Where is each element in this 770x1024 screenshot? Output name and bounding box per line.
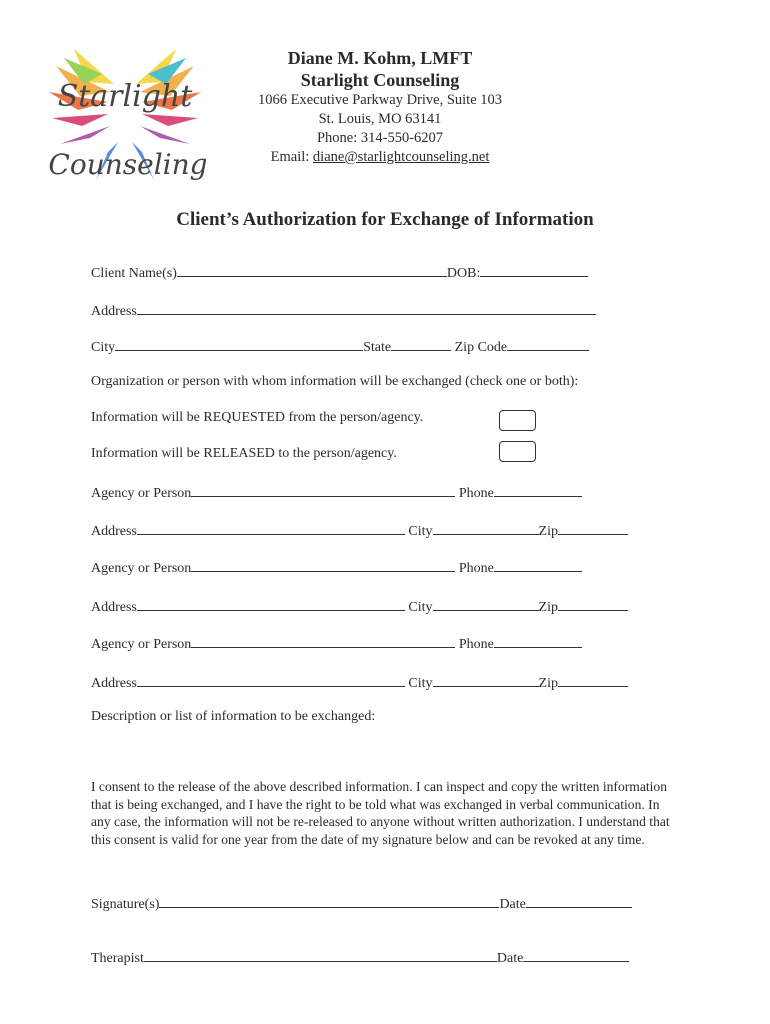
requested-option-label: Information will be REQUESTED from the person/agency. [91, 410, 424, 425]
header-email-label: Email: [270, 149, 313, 165]
agency-address-label: Address [91, 524, 137, 539]
client-address-row [91, 302, 596, 320]
client-name-label: Client Name(s) [91, 266, 177, 281]
agency-label: Agency or Person [91, 637, 192, 652]
client-state-label: State [363, 340, 392, 355]
agency-address-row [91, 522, 628, 540]
therapist-field[interactable] [144, 949, 497, 962]
agency-zip-field[interactable] [558, 674, 628, 687]
signature-row [91, 895, 632, 913]
header-org: Starlight Counseling [300, 70, 460, 90]
client-name-field[interactable] [177, 264, 447, 277]
therapist-date-field[interactable] [523, 949, 629, 962]
agency-address-field[interactable] [137, 522, 405, 535]
agency-address-label: Address [91, 600, 137, 615]
agency-field[interactable] [191, 559, 455, 572]
agency-row [91, 635, 582, 653]
released-option-label: Information will be RELEASED to the person/agency. [91, 446, 397, 461]
client-address-label: Address [91, 304, 137, 319]
agency-phone-label: Phone [458, 637, 494, 652]
starlight-logo [44, 44, 206, 190]
description-label: Description or list of information to be exchanged: [91, 709, 376, 724]
therapist-date-label: Date [496, 951, 524, 966]
therapist-label: Therapist [91, 951, 144, 966]
logo-text-starlight: Starlight [57, 79, 193, 114]
dob-field[interactable] [480, 264, 588, 277]
signature-date-field[interactable] [526, 895, 632, 908]
agency-row [91, 559, 582, 577]
header-address1: 1066 Executive Parkway Drive, Suite 103 [257, 92, 503, 108]
agency-zip-field[interactable] [558, 598, 628, 611]
agency-phone-field[interactable] [494, 635, 582, 648]
client-address-field[interactable] [137, 302, 596, 315]
agency-city-label: City [408, 676, 433, 691]
agency-phone-label: Phone [458, 486, 494, 501]
starlight-wings-logo-icon [44, 44, 206, 190]
agency-row [91, 484, 582, 502]
header-email-row [230, 149, 530, 166]
consent-paragraph [91, 778, 681, 848]
signature-label: Signature(s) [91, 897, 160, 912]
client-city-field[interactable] [115, 338, 363, 351]
agency-zip-label: Zip [538, 676, 558, 691]
client-city-row [91, 338, 589, 356]
client-city-label: City [91, 340, 116, 355]
client-state-field[interactable] [391, 338, 451, 351]
header-email-link[interactable]: diane@starlightcounseling.net [312, 149, 490, 165]
agency-city-field[interactable] [433, 674, 539, 687]
logo-text-counseling: Counseling [48, 148, 206, 181]
released-checkbox[interactable] [499, 441, 536, 462]
agency-address-field[interactable] [137, 598, 405, 611]
signature-field[interactable] [159, 895, 499, 908]
agency-phone-label: Phone [458, 561, 494, 576]
header-address2: St. Louis, MO 63141 [318, 111, 442, 127]
dob-label: DOB: [446, 266, 481, 281]
client-name-row [91, 264, 588, 282]
agency-label: Agency or Person [91, 486, 192, 501]
therapist-row [91, 949, 629, 967]
requested-checkbox[interactable] [499, 410, 536, 431]
agency-zip-label: Zip [538, 524, 558, 539]
agency-city-field[interactable] [433, 598, 539, 611]
agency-zip-label: Zip [538, 600, 558, 615]
agency-field[interactable] [191, 635, 455, 648]
agency-address-label: Address [91, 676, 137, 691]
org-instruction: Organization or person with whom information will be exchanged (check one or both): [91, 374, 579, 389]
agency-address-row [91, 674, 628, 692]
header-phone: Phone: 314-550-6207 [316, 130, 444, 146]
agency-city-label: City [408, 600, 433, 615]
client-zip-label: Zip Code [454, 340, 508, 355]
agency-label: Agency or Person [91, 561, 192, 576]
agency-city-field[interactable] [433, 522, 539, 535]
agency-phone-field[interactable] [494, 559, 582, 572]
form-title: Client’s Authorization for Exchange of Information [176, 209, 594, 230]
signature-date-label: Date [499, 897, 526, 912]
agency-zip-field[interactable] [558, 522, 628, 535]
agency-phone-field[interactable] [494, 484, 582, 497]
agency-address-row [91, 598, 628, 616]
header-name: Diane M. Kohm, LMFT [287, 48, 473, 68]
agency-city-label: City [408, 524, 433, 539]
agency-address-field[interactable] [137, 674, 405, 687]
agency-field[interactable] [191, 484, 455, 497]
client-zip-field[interactable] [507, 338, 589, 351]
consent-text: I consent to the release of the above described information. I can inspect and copy the written information that is being exchanged, and I have the right to be told what was exchanged in verbal communication. In any case, the information will not be re-released to anyone without written authorization. I understand that this consent is valid for one year from the date of my signature below and can be revoked at any time. [91, 779, 670, 847]
